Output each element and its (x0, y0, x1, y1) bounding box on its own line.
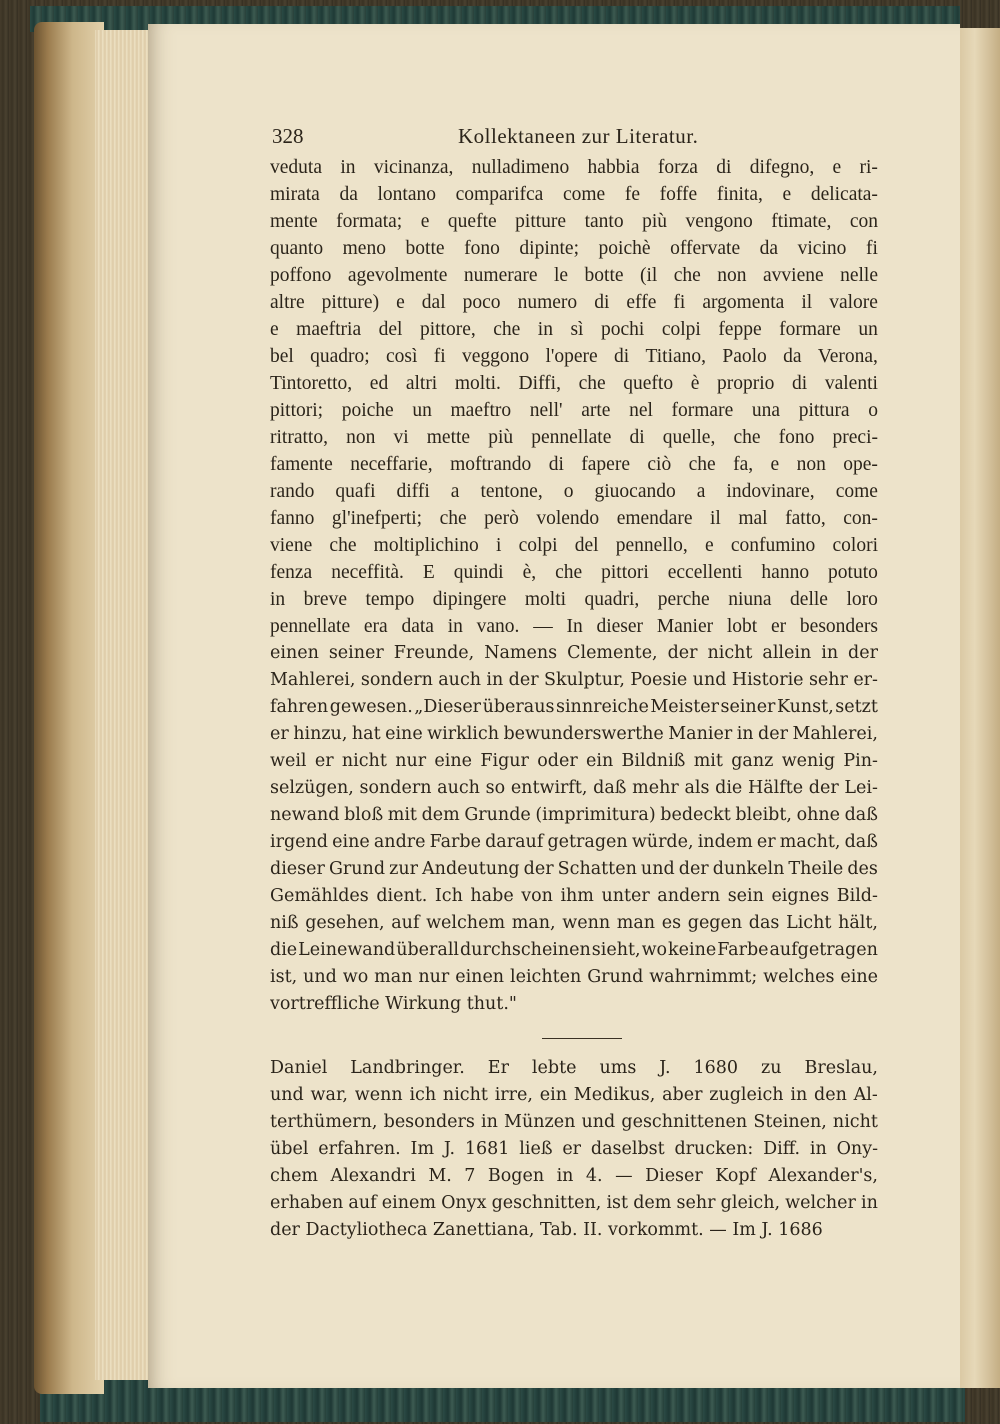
text-line: bel quadro; così fi veggono l'opere di Titiano, Paolo da Verona, (270, 346, 878, 367)
text-line: übel erfahren. Im J. 1681 ließ er daselbst drucken: Diff. in Ony- (270, 1139, 878, 1159)
text-line: chem Alexandri M. 7 Bogen in 4. — Dieser Kopf Alexander's, (270, 1166, 878, 1186)
page-number: 328 (272, 124, 304, 148)
text-line: erhaben auf einem Onyx geschnitten, ist dem sehr gleich, welcher in (270, 1193, 878, 1213)
text-line: selzügen, sondern auch so entwirft, daß mehr als die Hälfte der Lei- (270, 778, 878, 798)
text-line: Tintoretto, ed altri molti. Diffi, che quefto è proprio di valenti (270, 373, 878, 394)
text-line: e maeftria del pittore, che in sì pochi colpi feppe formare un (270, 319, 878, 340)
text-line: famente neceffarie, moftrando di fapere ciò che fa, e non ope- (270, 454, 878, 475)
text-line: fanno gl'inefperti; che però volendo emendare il mal fatto, con- (270, 508, 878, 529)
text-line: quanto meno botte fono dipinte; poichè offervate da vicino fi (270, 238, 878, 259)
text-line: die Leinewand überall durchscheinen sieht, wo keine Farbe aufgetragen (270, 940, 878, 960)
text-line: fahren gewesen. „Dieser überaus sinnreiche Meister seiner Kunst, setzt (270, 697, 878, 717)
text-line: mente formata; e quefte pitture tanto più vengono ftimate, con (270, 211, 878, 232)
text-line: pennellate era data in vano. — In dieser Manier lobt er besonders (270, 616, 878, 637)
running-head: Kollektaneen zur Literatur. (458, 124, 699, 148)
text-line: viene che moltiplichino i colpi del pennello, e confumino colori (270, 535, 878, 556)
text-line: in breve tempo dipingere molti quadri, perche niuna delle loro (270, 589, 878, 610)
text-line: terthümern, besonders in Münzen und geschnittenen Steinen, nicht (270, 1112, 878, 1132)
text-line: mirata da lontano comparifca come fe foffe finita, e delicata- (270, 184, 878, 205)
page-text (270, 120, 878, 1244)
text-line: pittori; poiche un maeftro nell' arte nel formare una pittura o (270, 400, 878, 421)
text-line: newand bloß mit dem Grunde (imprimitura) bedeckt bleibt, ohne daß (270, 805, 878, 825)
text-line: dieser Grund zur Andeutung der Schatten und der dunkeln Theile des (270, 859, 878, 879)
text-line: ist, und wo man nur einen leichten Grund wahrnimmt; welches eine (270, 967, 878, 987)
text-line: vortreffliche Wirkung thut." (270, 994, 517, 1014)
paragraph-landbringer (270, 1055, 878, 1244)
book-spine-edge (34, 22, 104, 1394)
text-line: poffono agevolmente numerare le botte (il che non avviene nelle (270, 265, 878, 286)
page-stack-left (95, 30, 155, 1380)
text-line: Mahlerei, sondern auch in der Skulptur, Poesie und Historie sehr er- (270, 670, 878, 690)
text-line: altre pitture) e dal poco numero di effe fi argomenta il valore (270, 292, 878, 313)
page-header (270, 120, 878, 154)
text-line: ritratto, non vi mette più pennellate di quelle, che fono preci- (270, 427, 878, 448)
text-line: einen seiner Freunde, Namens Clemente, der nicht allein in der (270, 643, 878, 663)
text-line: weil er nicht nur eine Figur oder ein Bildniß mit ganz wenig Pin- (270, 751, 878, 771)
text-line: der Dactyliotheca Zanettiana, Tab. II. vorkommt. — Im J. 1686 (270, 1220, 823, 1240)
text-line: und war, wenn ich nicht irre, ein Medikus, aber zugleich in den Al- (270, 1085, 878, 1105)
text-line: rando quafi diffi a tentone, o giuocando a indovinare, come (270, 481, 878, 502)
text-line: Gemähldes dient. Ich habe von ihm unter andern sein eignes Bild- (270, 886, 878, 906)
text-line: Daniel Landbringer. Er lebte ums J. 1680 zu Breslau, (270, 1058, 878, 1078)
text-line: irgend eine andre Farbe darauf getragen würde, indem er macht, daß (270, 832, 878, 852)
facing-page-edge (958, 28, 1000, 1388)
text-line: veduta in vicinanza, nulladimeno habbia forza di difegno, e ri- (270, 157, 878, 178)
text-line: niß gesehen, auf welchem man, wenn man es gegen das Licht hält, (270, 913, 878, 933)
paragraph-italian-quote (270, 154, 878, 1018)
text-line: fenza neceffità. E quindi è, che pittori eccellenti hanno potuto (270, 562, 878, 583)
text-line: er hinzu, hat eine wirklich bewunderswerthe Manier in der Mahlerei, (270, 724, 878, 744)
section-divider (542, 1038, 622, 1039)
